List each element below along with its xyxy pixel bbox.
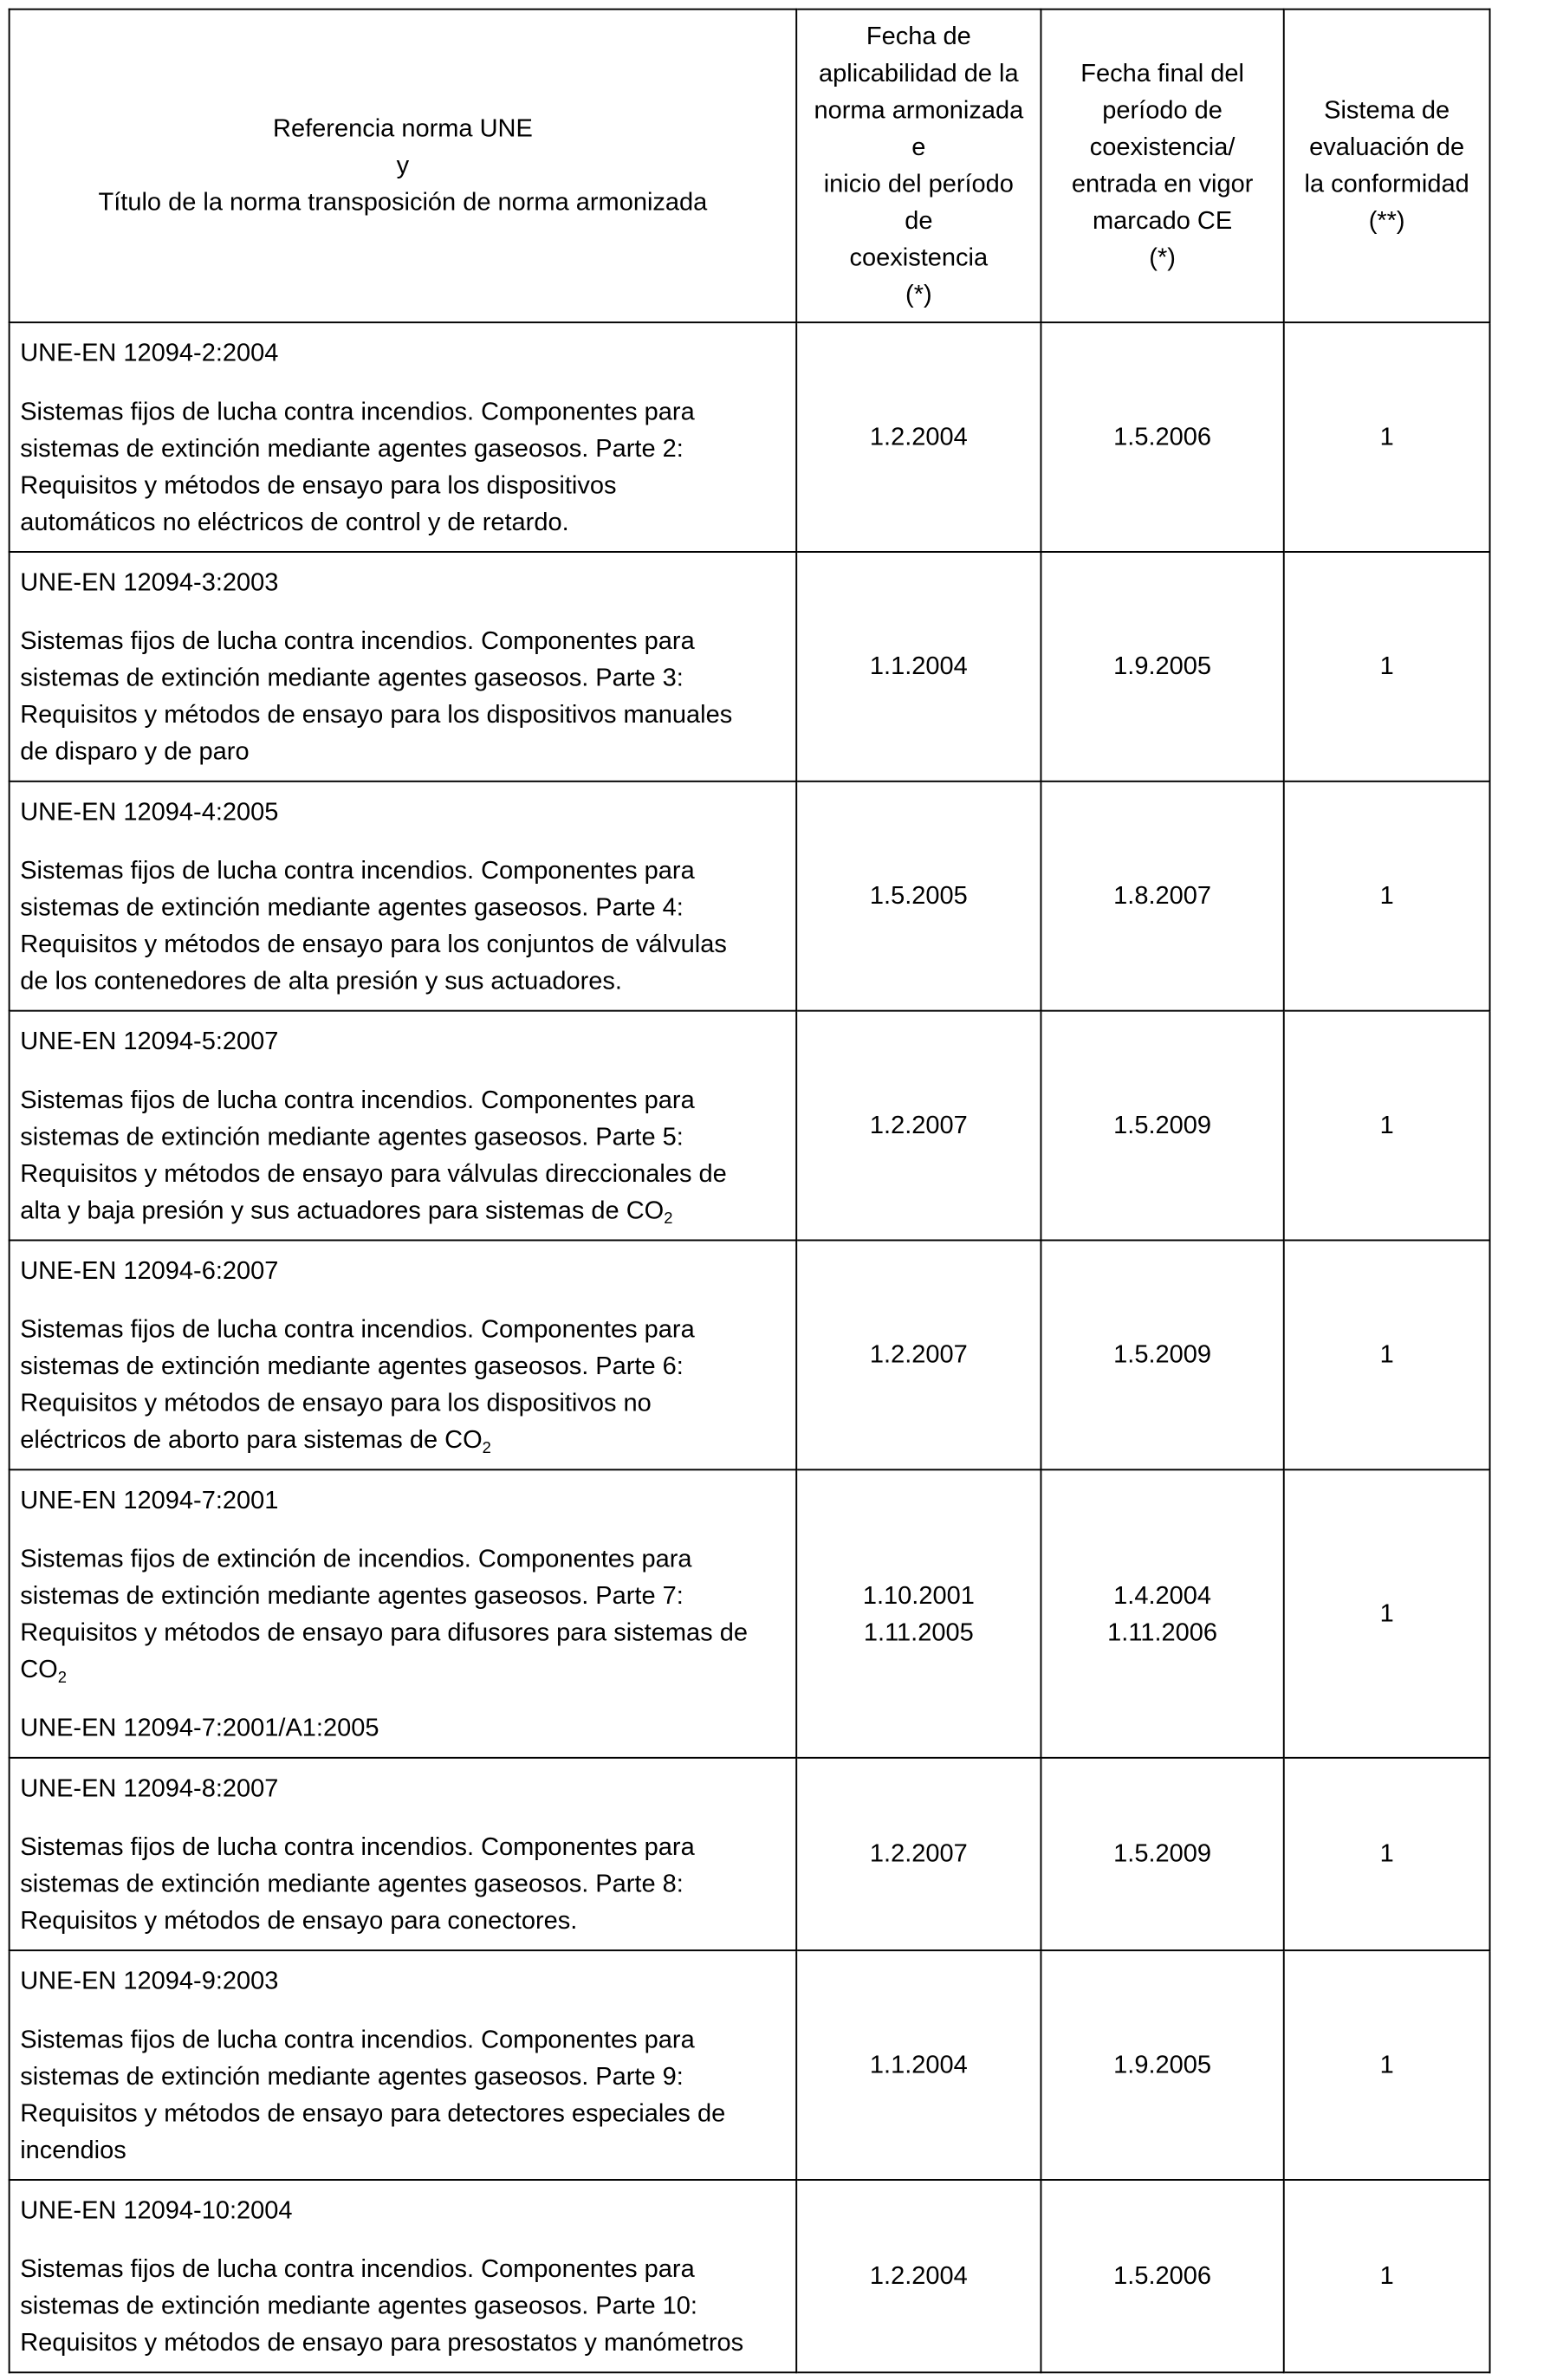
standard-title-line: sistemas de extinción mediante agentes gaseosos. Parte 7: — [20, 1581, 684, 1610]
applicability-date-cell: 1.1.2004 — [796, 552, 1041, 781]
standard-title-line: automáticos no eléctricos de control y de retardo. — [20, 508, 569, 536]
coexistence-end-cell — [1041, 1469, 1283, 1758]
table-row — [10, 1469, 1490, 1758]
standard-code: UNE-EN 12094-6:2007 — [20, 1256, 279, 1285]
subscript: 2 — [57, 1669, 67, 1687]
coexistence-end-cell-value: 1.4.2004 — [1113, 1581, 1212, 1610]
header-conformity-system: Sistema de evaluación de la conformidad (**) — [1284, 10, 1490, 322]
standard-title-line: alta y baja presión y sus actuadores para sistemas de $CO_2$ — [20, 1196, 673, 1228]
applicability-date-cell: 1.5.2005 — [796, 781, 1041, 1011]
standard-title-line: sistemas de extinción mediante agentes gaseosos. Parte 2: — [20, 434, 684, 463]
applicability-date-cell: 1.2.2007 — [796, 1240, 1041, 1469]
standard-title-line: Sistemas fijos de lucha contra incendios. Componentes para — [20, 2254, 695, 2283]
table-row — [10, 552, 1490, 781]
standard-title-line: eléctricos de aborto para sistemas de $CO_2$ — [20, 1426, 491, 1457]
conformity-system-cell: 1 — [1284, 1758, 1490, 1950]
standard-title-line: Sistemas fijos de extinción de incendios. Componentes para — [20, 1545, 692, 1573]
coexistence-end-cell: 1.9.2005 — [1041, 1950, 1283, 2180]
coexistence-end-cell: 1.9.2005 — [1041, 552, 1283, 781]
standard-code: UNE-EN 12094-7:2001 — [20, 1486, 279, 1514]
applicability-date-cell: 1.2.2007 — [796, 1011, 1041, 1241]
applicability-date-cell: 1.2.2004 — [796, 2180, 1041, 2372]
standard-title-line: Sistemas fijos de lucha contra incendios. Componentes para — [20, 1315, 695, 1344]
conformity-system-cell: 1 — [1284, 1950, 1490, 2180]
standard-code: UNE-EN 12094-4:2005 — [20, 798, 279, 827]
standard-title-line: Requisitos y métodos de ensayo para los dispositivos no — [20, 1389, 652, 1417]
standard-title-line: sistemas de extinción mediante agentes gaseosos. Parte 10: — [20, 2292, 697, 2320]
table-row — [10, 1758, 1490, 1950]
conformity-system-cell: 1 — [1284, 1240, 1490, 1469]
coexistence-end-cell: 1.5.2009 — [1041, 1240, 1283, 1469]
standard-title-line: Sistemas fijos de lucha contra incendios. Componentes para — [20, 626, 695, 655]
standard-reference-cell — [10, 2180, 797, 2372]
conformity-system-cell: 1 — [1284, 322, 1490, 552]
standard-title-line: sistemas de extinción mediante agentes gaseosos. Parte 8: — [20, 1870, 684, 1898]
standard-title-line: Requisitos y métodos de ensayo para los dispositivos manuales — [20, 701, 733, 729]
table-header-row — [10, 10, 1490, 322]
applicability-date-cell: 1.2.2004 — [796, 322, 1041, 552]
standard-title-line: de los contenedores de alta presión y sus actuadores. — [20, 967, 622, 995]
standard-reference-cell — [10, 322, 797, 552]
standard-reference-cell — [10, 1240, 797, 1469]
table-row — [10, 781, 1490, 1011]
amendment-code: UNE-EN 12094-7:2001/A1:2005 — [20, 1714, 379, 1742]
standard-reference-cell — [10, 1758, 797, 1950]
standard-title-line: sistemas de extinción mediante agentes gaseosos. Parte 4: — [20, 893, 684, 922]
standard-title-line: sistemas de extinción mediante agentes gaseosos. Parte 5: — [20, 1123, 684, 1151]
table-row — [10, 322, 1490, 552]
standard-title-line: Requisitos y métodos de ensayo para los dispositivos — [20, 471, 617, 500]
standard-title-line: Sistemas fijos de lucha contra incendios. Componentes para — [20, 2026, 695, 2054]
header-reference: Referencia norma UNE y Título de la norma transposición de norma armonizada — [10, 10, 797, 322]
conformity-system-cell: 1 — [1284, 2180, 1490, 2372]
standard-code: UNE-EN 12094-3:2003 — [20, 568, 279, 597]
subscript: 2 — [664, 1209, 673, 1228]
standard-reference-cell — [10, 1469, 797, 1758]
header-coexistence-end-date: Fecha final del período de coexistencia/ entrada en vigor marcado CE (*) — [1041, 10, 1283, 322]
table-row — [10, 1240, 1490, 1469]
standard-title-line: de disparo y de paro — [20, 737, 250, 766]
applicability-date-cell: 1.1.2004 — [796, 1950, 1041, 2180]
standard-title-line: Requisitos y métodos de ensayo para los conjuntos de válvulas — [20, 930, 727, 958]
standard-title-line: Requisitos y métodos de ensayo para difusores para sistemas de — [20, 1618, 748, 1647]
standard-title-line: sistemas de extinción mediante agentes gaseosos. Parte 9: — [20, 2062, 684, 2091]
table-row — [10, 2180, 1490, 2372]
table-row — [10, 1950, 1490, 2180]
standard-title-line: incendios — [20, 2136, 126, 2164]
conformity-system-cell: 1 — [1284, 1469, 1490, 1758]
conformity-system-cell: 1 — [1284, 1011, 1490, 1241]
standard-title-line: $CO_2$ — [20, 1655, 67, 1687]
standard-code: UNE-EN 12094-2:2004 — [20, 339, 279, 367]
standard-code: UNE-EN 12094-5:2007 — [20, 1027, 279, 1055]
coexistence-end-cell: 1.5.2009 — [1041, 1011, 1283, 1241]
header-applicability-date: Fecha de aplicabilidad de la norma armonizada e inicio del período de coexistencia (*) — [796, 10, 1041, 322]
coexistence-end-cell-amendment-value: 1.11.2006 — [1107, 1618, 1218, 1647]
conformity-system-cell: 1 — [1284, 552, 1490, 781]
standard-reference-cell — [10, 552, 797, 781]
table-body — [10, 322, 1490, 2372]
table-row — [10, 1011, 1490, 1241]
standard-code: UNE-EN 12094-9:2003 — [20, 1967, 279, 1995]
standard-title-line: sistemas de extinción mediante agentes gaseosos. Parte 3: — [20, 664, 684, 692]
coexistence-end-cell: 1.5.2006 — [1041, 322, 1283, 552]
standard-title-line: Sistemas fijos de lucha contra incendios. Componentes para — [20, 1832, 695, 1861]
standard-title-line: Requisitos y métodos de ensayo para presostatos y manómetros — [20, 2329, 744, 2357]
standard-reference-cell — [10, 1950, 797, 2180]
standards-table — [9, 9, 1491, 2374]
standard-title-line: Requisitos y métodos de ensayo para válvulas direccionales de — [20, 1159, 727, 1188]
standard-title-line: Requisitos y métodos de ensayo para conectores. — [20, 1906, 578, 1935]
applicability-date-cell-value: 1.10.2001 — [862, 1581, 975, 1610]
coexistence-end-cell: 1.5.2009 — [1041, 1758, 1283, 1950]
standard-title-line: Sistemas fijos de lucha contra incendios. Componentes para — [20, 1086, 695, 1114]
standard-title-line: Sistemas fijos de lucha contra incendios. Componentes para — [20, 398, 695, 426]
applicability-date-cell-amendment-value: 1.11.2005 — [863, 1618, 974, 1647]
coexistence-end-cell: 1.5.2006 — [1041, 2180, 1283, 2372]
applicability-date-cell: 1.2.2007 — [796, 1758, 1041, 1950]
conformity-system-cell: 1 — [1284, 781, 1490, 1011]
standard-title-line: Requisitos y métodos de ensayo para detectores especiales de — [20, 2099, 726, 2128]
standard-code: UNE-EN 12094-10:2004 — [20, 2196, 293, 2225]
standard-reference-cell — [10, 1011, 797, 1241]
coexistence-end-cell: 1.8.2007 — [1041, 781, 1283, 1011]
standard-title-line: Sistemas fijos de lucha contra incendios. Componentes para — [20, 856, 695, 885]
applicability-date-cell — [796, 1469, 1041, 1758]
standard-reference-cell — [10, 781, 797, 1011]
standard-title-line: sistemas de extinción mediante agentes gaseosos. Parte 6: — [20, 1352, 684, 1380]
subscript: 2 — [482, 1439, 491, 1457]
standard-code: UNE-EN 12094-8:2007 — [20, 1774, 279, 1803]
